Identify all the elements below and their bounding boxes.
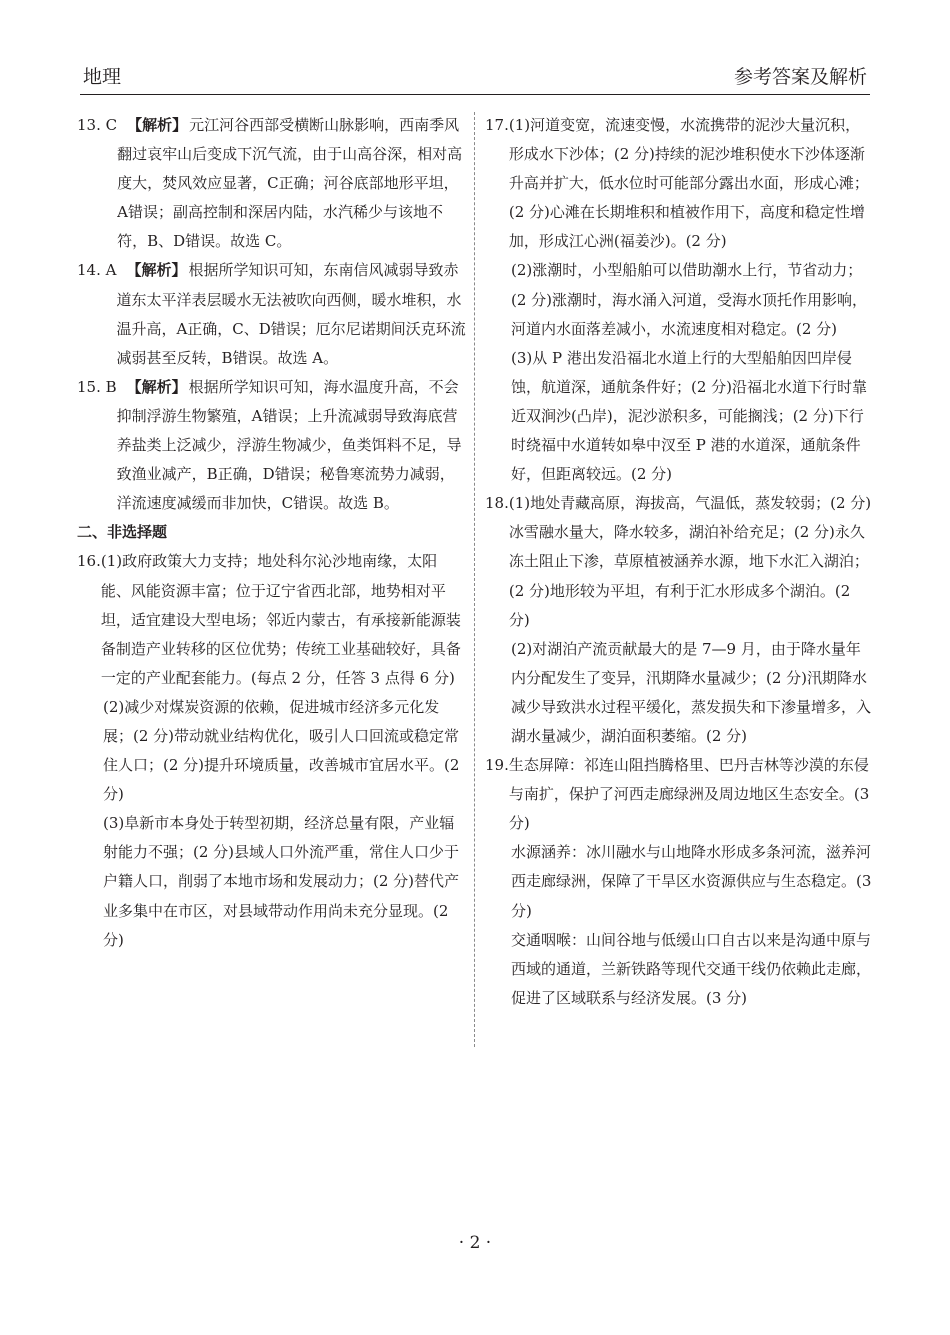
answer-part-2: (2)减少对煤炭资源的依赖，促进城市经济多元化发展；(2 分)带动就业结构优化，吸引人口回流或稳定常住人口；(2 分)提升环境质量，改善城市宜居水平。(2 分) (103, 697, 460, 804)
answer-text: 元江河谷西部受横断山脉影响，西南季风翻过哀牢山后变成下沉气流，由于山高谷深，相对高度大，焚风效应显著，C正确；河谷底部地形平坦，A错误；副高控制和深居内陆，水汽稀少与该地不符，B、D错误。故选 C。 (117, 116, 463, 251)
answer-part-1: (1)河道变宽，流速变慢，水流携带的泥沙大量沉积，形成水下沙体；(2 分)持续的泥沙堆积使水下沙体逐渐升高并扩大，低水位时可能部分露出水面，形成心滩；(2 分)心滩在长期堆积和植被作用下，高度和稳定性增加，形成江心洲(福姜沙)。(2 分) (508, 116, 869, 251)
answer-16 (77, 547, 467, 692)
answer-part-1: (1)地处青藏高原，海拔高，气温低，蒸发较弱；(2 分)冰雪融水量大，降水较多，湖泊补给充足；(2 分)永久冻土阻止下渗，草原植被涵养水源，地下水汇入湖泊；(2 分)地形较为平坦，有利于汇水形成多个湖泊。(2 分) (508, 494, 872, 629)
left-column (77, 111, 467, 955)
question-number: 14. A (77, 261, 117, 280)
question-number: 19. (485, 756, 509, 775)
answer-part-3: (3)阜新市本身处于转型初期，经济总量有限，产业辐射能力不强；(2 分)县域人口外流严重，常住人口少于户籍人口，削弱了本地市场和发展动力；(2 分)替代产业多集中在市区，对县域带动作用尚未充分显现。(2 分) (103, 814, 460, 949)
right-column (485, 111, 875, 1013)
answer-part-2: (2)对湖泊产流贡献最大的是 7—9 月，由于降水量年内分配发生了变异，汛期降水量减少；(2 分)汛期降水减少导致洪水过程平缓化，蒸发损失和下渗量增多，入湖水量减少，湖泊面积萎缩。(2 分) (511, 639, 872, 745)
answer-13 (77, 111, 467, 256)
question-number: 15. B (77, 377, 117, 396)
answer-part-2: 水源涵养：冰川融水与山地降水形成多条河流，滋养河西走廊绿洲，保障了干旱区水资源供应与生态稳定。(3 分) (511, 843, 872, 920)
answer-part-2: (2)涨潮时，小型船舶可以借助潮水上行，节省动力；(2 分)涨潮时，海水涌入河道，受海水顶托作用影响，河道内水面落差减小，水流速度相对稳定。(2 分) (511, 261, 868, 338)
question-number: 16. (77, 552, 101, 571)
answer-part-3: (3)从 P 港出发沿福北水道上行的大型船舶因凹岸侵蚀，航道深，通航条件好；(2 分)沿福北水道下行时靠近双涧沙(凸岸)，泥沙淤积多，可能搁浅；(2 分)下行时绕福中水道转如皋中汊至 P 港的水道深，通航条件好，但距离较远。(2 分) (511, 348, 868, 484)
page-number: · 2 · (458, 1233, 492, 1253)
answer-19 (485, 751, 875, 838)
answer-text: 根据所学知识可知，海水温度升高，不会抑制浮游生物繁殖，A错误；上升流减弱导致海底营养盐类上泛减少，浮游生物减少，鱼类饵料不足，导致渔业减产，B正确，D错误；秘鲁寒流势力减弱，洋流速度减缓而非加快，C错误。故选 B。 (116, 377, 462, 513)
question-number: 13. C (77, 116, 118, 134)
header-title: 参考答案及解析 (733, 66, 867, 88)
page-header (80, 62, 870, 92)
analysis-tag: 【解析】 (126, 261, 187, 280)
question-number: 17. (485, 116, 509, 134)
section-heading: 二、非选择题 (77, 523, 168, 542)
analysis-tag: 【解析】 (126, 377, 187, 396)
answer-18 (485, 489, 875, 634)
answer-17 (485, 111, 875, 256)
answer-15 (77, 373, 467, 518)
header-rule (80, 94, 870, 95)
subject-label: 地理 (83, 66, 122, 88)
answer-part-1: 生态屏障：祁连山阻挡腾格里、巴丹吉林等沙漠的东侵与南扩，保护了河西走廊绿洲及周边地区生态安全。(3 分) (508, 756, 870, 833)
column-divider (474, 112, 475, 1047)
question-number: 18. (485, 494, 509, 513)
answer-part-1: (1)政府政策大力支持；地处科尔沁沙地南缘，太阳能、风能资源丰富；位于辽宁省西北部，地势相对平坦，适宜建设大型电场；邻近内蒙古，有承接新能源装备制造产业转移的区位优势；传统工业基础较好，具备一定的产业配套能力。(每点 2 分，任答 3 点得 6 分) (100, 552, 461, 687)
answer-part-3: 交通咽喉：山间谷地与低缓山口自古以来是沟通中原与西域的通道，兰新铁路等现代交通干线仍依赖此走廊，促进了区域联系与经济发展。(3 分) (511, 930, 872, 1007)
answer-text: 根据所学知识可知，东南信风减弱导致赤道东太平洋表层暖水无法被吹向西侧，暖水堆积，水温升高，A正确，C、D错误；厄尔尼诺期间沃克环流减弱甚至反转，B错误。故选 A。 (116, 261, 466, 367)
analysis-tag: 【解析】 (127, 116, 188, 134)
answer-14 (77, 256, 467, 372)
